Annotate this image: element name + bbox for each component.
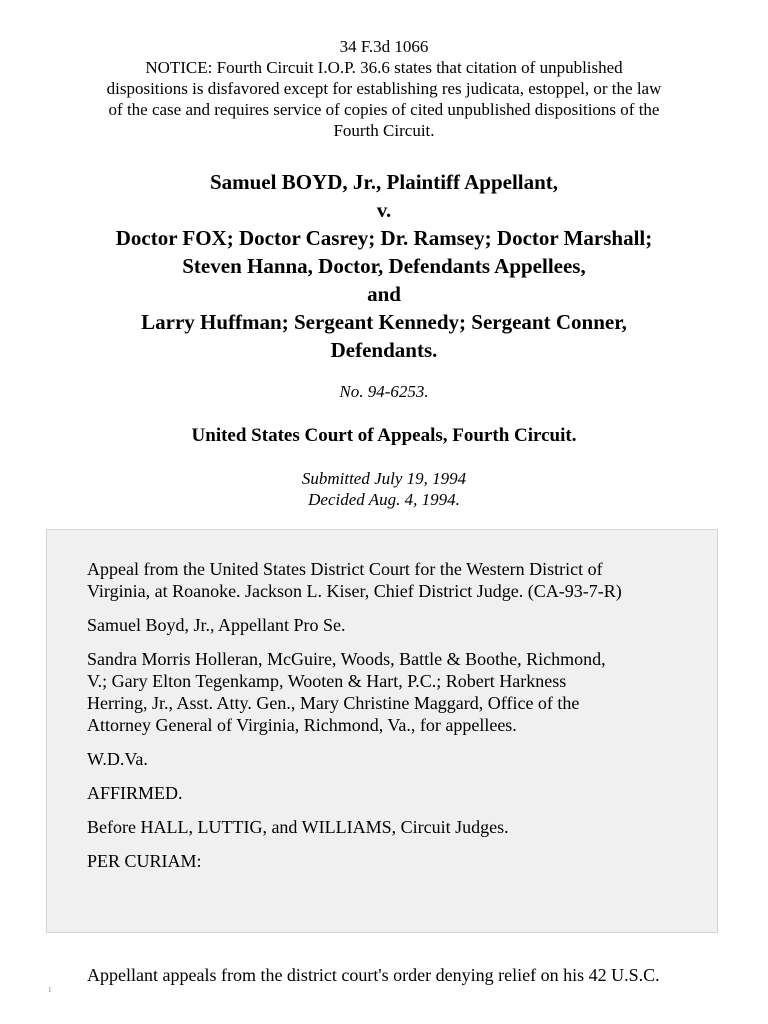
header-notice <box>40 36 728 141</box>
case-caption <box>40 168 728 364</box>
caption-line: Steven Hanna, Doctor, Defendants Appellees, <box>182 254 586 278</box>
disposition-paragraph: AFFIRMED. <box>87 783 183 803</box>
panel-paragraph: Before HALL, LUTTIG, and WILLIAMS, Circuit Judges. <box>87 817 509 837</box>
citation: 34 F.3d 1066 <box>339 37 429 56</box>
decided-date: Decided Aug. 4, 1994. <box>308 490 460 509</box>
docket-number: No. 94-6253. <box>339 382 429 401</box>
notice-line: dispositions is disfavored except for establishing res judicata, estoppel, or the law <box>106 79 662 98</box>
caption-line: v. <box>376 198 392 222</box>
caption-line: Defendants. <box>330 338 438 362</box>
appellees-line: Attorney General of Virginia, Richmond, Va., for appellees. <box>87 715 517 735</box>
district-paragraph: W.D.Va. <box>87 749 148 769</box>
appellees-line: Herring, Jr., Asst. Atty. Gen., Mary Christine Maggard, Office of the <box>87 693 580 713</box>
appellant-paragraph: Samuel Boyd, Jr., Appellant Pro Se. <box>87 615 346 635</box>
appellees-paragraph <box>87 648 687 736</box>
appellees-line: Sandra Morris Holleran, McGuire, Woods, Battle & Boothe, Richmond, <box>87 649 606 669</box>
appeal-line: Virginia, at Roanoke. Jackson L. Kiser, Chief District Judge. (CA-93-7-R) <box>87 581 622 601</box>
notice-line: of the case and requires service of copies of cited unpublished dispositions of the <box>108 100 660 119</box>
caption-line: and <box>367 282 401 306</box>
notice-line: Fourth Circuit. <box>333 121 435 140</box>
caption-line: Larry Huffman; Sergeant Kennedy; Sergeant Conner, <box>141 310 627 334</box>
per-curiam-paragraph: PER CURIAM: <box>87 851 202 871</box>
opinion-first-line: Appellant appeals from the district court's order denying relief on his 42 U.S.C. <box>87 965 660 985</box>
case-dates <box>40 468 728 510</box>
case-info-box <box>46 529 718 933</box>
caption-line: Doctor FOX; Doctor Casrey; Dr. Ramsey; Doctor Marshall; <box>115 226 653 250</box>
submitted-date: Submitted July 19, 1994 <box>301 469 467 488</box>
appellees-line: V.; Gary Elton Tegenkamp, Wooten & Hart, P.C.; Robert Harkness <box>87 671 567 691</box>
caption-line: Samuel BOYD, Jr., Plaintiff Appellant, <box>209 170 559 194</box>
appeal-paragraph <box>87 558 687 602</box>
notice-line: NOTICE: Fourth Circuit I.O.P. 36.6 states that citation of unpublished <box>145 58 623 77</box>
court-name: United States Court of Appeals, Fourth Circuit. <box>191 425 577 446</box>
appeal-line: Appeal from the United States District Court for the Western District of <box>87 559 603 579</box>
paragraph-number: 1 <box>48 986 52 994</box>
